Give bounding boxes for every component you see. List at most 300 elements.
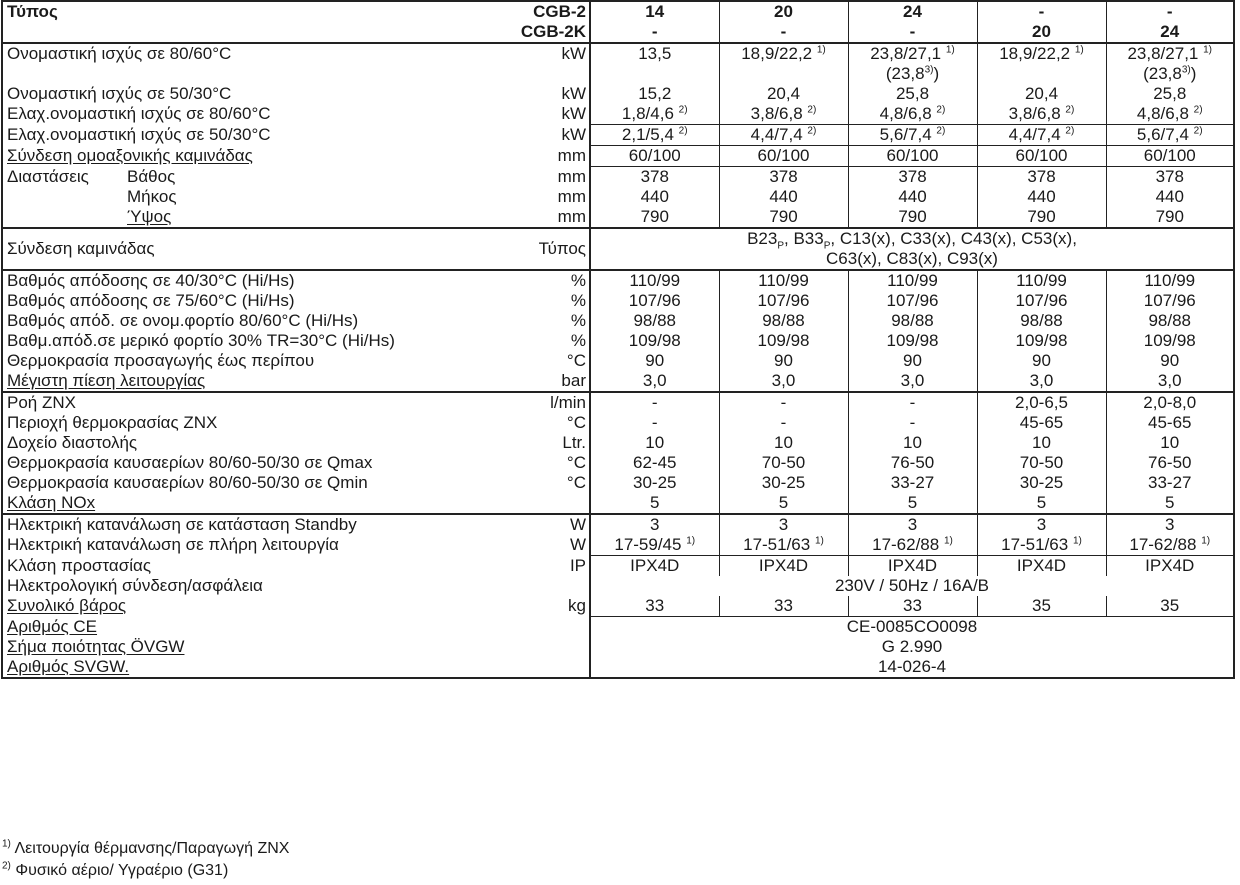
value-text: 378 bbox=[640, 167, 669, 186]
table-row bbox=[2, 617, 1234, 638]
value-text: 35 bbox=[1160, 596, 1180, 615]
value-text: 3,8/6,8 bbox=[750, 104, 803, 123]
value-text: 33-27 bbox=[1148, 473, 1192, 492]
value-text: 440 bbox=[1155, 187, 1184, 206]
value-cell bbox=[719, 371, 848, 392]
row-unit: kW bbox=[502, 104, 590, 125]
row-label bbox=[2, 167, 502, 188]
value-text: 1,8/4,6 bbox=[621, 104, 674, 123]
row-label bbox=[2, 637, 502, 657]
value-text: 109/98 bbox=[1015, 331, 1068, 350]
row-label bbox=[2, 84, 502, 104]
value-cell bbox=[719, 473, 848, 493]
row-unit: l/min bbox=[502, 392, 590, 413]
table-row bbox=[2, 228, 1234, 270]
row-label-text: Ονομαστική ισχύς σε 50/30°C bbox=[7, 84, 232, 103]
value-text: 5 bbox=[650, 493, 660, 512]
table-row bbox=[2, 167, 1234, 188]
chimney-types bbox=[590, 228, 1234, 270]
row-label-text: Βαθμός απόδ. σε ονομ.φορτίο 80/60°C (Hi/Hs) bbox=[7, 311, 359, 330]
value-cell bbox=[590, 413, 719, 433]
value-text: - bbox=[780, 393, 787, 412]
row-label-text: Διαστάσεις bbox=[7, 166, 89, 186]
row-unit: % bbox=[502, 331, 590, 351]
value-text: ) bbox=[933, 64, 940, 83]
chimney-types-line1 bbox=[595, 229, 1229, 252]
value-text: 10 bbox=[1160, 433, 1180, 452]
value-cell bbox=[848, 291, 977, 311]
value-text: 60/100 bbox=[1015, 146, 1068, 165]
header-cell: - bbox=[977, 1, 1106, 22]
row-label-text: Δοχείο διαστολής bbox=[7, 433, 138, 452]
row-label bbox=[2, 270, 502, 291]
value-text: 33-27 bbox=[890, 473, 935, 492]
header-cell: 24 bbox=[848, 1, 977, 22]
table-row bbox=[2, 125, 1234, 146]
row-label bbox=[2, 657, 502, 678]
value-cell bbox=[848, 167, 977, 188]
value-text: 90 bbox=[645, 351, 665, 370]
value-cell bbox=[590, 104, 719, 125]
row-label-text: Ροή ΖΝΧ bbox=[7, 393, 76, 412]
chimney-b33: , B33 bbox=[784, 229, 824, 248]
value-text: 33 bbox=[774, 596, 793, 615]
table-row bbox=[2, 433, 1234, 453]
value-text: 2,0-6,5 bbox=[1015, 393, 1068, 412]
row-label-text: Βαθμός απόδοσης σε 40/30°C (Hi/Hs) bbox=[7, 271, 295, 290]
value-text: 107/96 bbox=[757, 291, 810, 310]
row-label-text: Κλάση NOx bbox=[7, 493, 96, 512]
value-text: 23,8/27,1 bbox=[1127, 44, 1199, 63]
value-text: 25,8 bbox=[895, 84, 930, 103]
value-text: 10 bbox=[903, 433, 922, 452]
footnote-ref: 2) bbox=[1193, 104, 1203, 116]
value-cell bbox=[1106, 270, 1234, 291]
value-cell bbox=[719, 331, 848, 351]
value-cell bbox=[1106, 331, 1234, 351]
value-text: 3,8/6,8 bbox=[1008, 104, 1061, 123]
value-cell bbox=[848, 371, 977, 392]
value-cell bbox=[1106, 493, 1234, 514]
row-unit bbox=[502, 617, 590, 638]
header-cell: 20 bbox=[977, 22, 1106, 43]
row-label bbox=[2, 311, 502, 331]
value-cell bbox=[848, 514, 977, 535]
value-cell bbox=[977, 556, 1106, 577]
row-unit bbox=[502, 637, 590, 657]
value-text: 3,0 bbox=[642, 371, 667, 390]
value-text: - bbox=[651, 413, 658, 432]
value-text: 90 bbox=[774, 351, 793, 370]
value-cell bbox=[977, 207, 1106, 228]
value-text: 33 bbox=[645, 596, 665, 615]
row-label bbox=[2, 331, 502, 351]
value-text: 3 bbox=[1165, 515, 1175, 534]
value-cell bbox=[977, 392, 1106, 413]
value-text: 70-50 bbox=[761, 453, 806, 472]
value-text: 25,8 bbox=[1153, 84, 1187, 103]
row-label-text: Βαθμός απόδοσης σε 75/60°C (Hi/Hs) bbox=[7, 291, 295, 310]
footnote-ref: 1) bbox=[816, 44, 826, 56]
row-label bbox=[2, 453, 502, 473]
table-row bbox=[2, 392, 1234, 413]
value-cell bbox=[590, 207, 719, 228]
value-text: 4,8/6,8 bbox=[879, 104, 932, 123]
row-sublabel: Μήκος bbox=[127, 187, 177, 206]
value-text: 110/99 bbox=[1016, 271, 1067, 290]
value-text: 3,0 bbox=[900, 371, 925, 390]
value-text: 440 bbox=[898, 187, 927, 206]
value-cell bbox=[719, 556, 848, 577]
value-cell bbox=[1106, 371, 1234, 392]
value-text: 110/99 bbox=[758, 271, 809, 290]
value-text: 60/100 bbox=[628, 146, 681, 165]
footnote-ref: 1) bbox=[1074, 44, 1084, 56]
row-label-text: Μέγιστη πίεση λειτουργίας bbox=[7, 371, 206, 390]
value-cell bbox=[1106, 351, 1234, 371]
value-text: 5 bbox=[1165, 493, 1175, 512]
value-cell bbox=[977, 291, 1106, 311]
value-cell bbox=[590, 596, 719, 617]
value-cell bbox=[1106, 433, 1234, 453]
value-text: 13,5 bbox=[638, 44, 672, 63]
value-cell bbox=[848, 413, 977, 433]
value-text: 60/100 bbox=[1143, 146, 1196, 165]
value-text: 76-50 bbox=[890, 453, 935, 472]
value-text: 3 bbox=[650, 515, 660, 534]
value-cell bbox=[1106, 311, 1234, 331]
value-cell bbox=[719, 270, 848, 291]
value-text: 23,8/27,1 bbox=[870, 44, 942, 63]
value-cell bbox=[848, 146, 977, 167]
value-cell bbox=[719, 433, 848, 453]
value-cell bbox=[1106, 104, 1234, 125]
chimney-sub-p: P bbox=[823, 240, 831, 252]
value-cell bbox=[719, 351, 848, 371]
footnote-ref: 2) bbox=[807, 104, 817, 116]
row-unit: mm bbox=[502, 167, 590, 188]
chimney-c-list: , C13(x), C33(x), C43(x), C53(x), bbox=[830, 229, 1077, 248]
value-cell bbox=[719, 392, 848, 413]
value-cell bbox=[977, 371, 1106, 392]
table-row bbox=[2, 535, 1234, 556]
value-text: 90 bbox=[1160, 351, 1180, 370]
footnote-ref: 1) bbox=[686, 535, 696, 547]
table-row bbox=[2, 453, 1234, 473]
row-unit: mm bbox=[502, 146, 590, 167]
value-cell bbox=[590, 473, 719, 493]
value-cell bbox=[590, 535, 719, 556]
row-label bbox=[2, 617, 502, 638]
value-text: 90 bbox=[1032, 351, 1051, 370]
value-cell bbox=[719, 535, 848, 556]
value-text: 45-65 bbox=[1019, 413, 1064, 432]
value-cell bbox=[1106, 43, 1234, 64]
value-text: 98/88 bbox=[762, 311, 805, 330]
value-cell bbox=[590, 311, 719, 331]
header-row-cgb2k bbox=[2, 22, 1234, 43]
footnote-ref: 1) bbox=[814, 535, 824, 547]
value-text: 70-50 bbox=[1019, 453, 1064, 472]
row-label-text: Ελαχ.ονομαστική ισχύς σε 80/60°C bbox=[7, 104, 271, 124]
value-cell bbox=[719, 43, 848, 64]
value-cell bbox=[977, 187, 1106, 207]
value-text: 15,2 bbox=[638, 84, 672, 103]
row-label bbox=[2, 64, 502, 84]
value-text: 62-45 bbox=[633, 453, 677, 472]
value-text: 790 bbox=[898, 207, 927, 226]
row-label bbox=[2, 207, 502, 228]
footnote-ref: 2) bbox=[936, 125, 946, 137]
value-cell bbox=[590, 351, 719, 371]
value-cell bbox=[719, 413, 848, 433]
value-text: 5,6/7,4 bbox=[879, 125, 932, 144]
row-unit bbox=[502, 64, 590, 84]
header-cell: - bbox=[848, 22, 977, 43]
value-cell bbox=[719, 167, 848, 188]
value-text: 378 bbox=[769, 167, 798, 186]
row-unit: °C bbox=[502, 473, 590, 493]
value-text: 3,0 bbox=[1157, 371, 1182, 390]
value-cell bbox=[719, 187, 848, 207]
value-cell bbox=[719, 207, 848, 228]
value-text: IPX4D bbox=[758, 556, 809, 575]
value-text: 378 bbox=[898, 167, 927, 186]
row-label-text: Θερμοκρασία προσαγωγής έως περίπου bbox=[7, 351, 315, 370]
row-unit: % bbox=[502, 311, 590, 331]
footnote-ref: 2) bbox=[1065, 125, 1075, 137]
row-unit: kW bbox=[502, 84, 590, 104]
value-text: 17-62/88 bbox=[1129, 535, 1197, 554]
value-text: - bbox=[780, 413, 787, 432]
value-cell bbox=[590, 514, 719, 535]
value-cell bbox=[719, 291, 848, 311]
row-unit: °C bbox=[502, 413, 590, 433]
value-text: 30-25 bbox=[761, 473, 806, 492]
row-label-text: Ηλεκτρική κατανάλωση σε πλήρη λειτουργία bbox=[7, 535, 339, 555]
value-cell bbox=[977, 351, 1106, 371]
header-type-label: Τύπος bbox=[2, 1, 502, 22]
header-cell: - bbox=[590, 22, 719, 43]
value-text: 790 bbox=[1027, 207, 1056, 226]
header-cell: 24 bbox=[1106, 22, 1234, 43]
footnote-ref: 2) bbox=[678, 125, 688, 137]
row-sublabel: Ύψος bbox=[127, 207, 172, 226]
value-cell bbox=[719, 64, 848, 84]
value-cell bbox=[719, 104, 848, 125]
value-cell bbox=[1106, 291, 1234, 311]
value-text: 440 bbox=[640, 187, 669, 206]
value-cell bbox=[977, 331, 1106, 351]
row-unit: Ltr. bbox=[502, 433, 590, 453]
value-cell bbox=[848, 331, 977, 351]
value-text: (23,8 bbox=[1143, 64, 1182, 83]
row-label-text: Σύνδεση καμινάδας bbox=[7, 239, 155, 258]
header-cell: 20 bbox=[719, 1, 848, 22]
value-cell bbox=[848, 392, 977, 413]
row-label bbox=[2, 433, 502, 453]
value-text: 18,9/22,2 bbox=[741, 44, 813, 63]
value-text: 440 bbox=[769, 187, 798, 206]
row-label bbox=[2, 291, 502, 311]
footnote-ref: 3) bbox=[924, 64, 934, 76]
value-cell bbox=[1106, 187, 1234, 207]
row-label bbox=[2, 351, 502, 371]
value-cell bbox=[1106, 84, 1234, 104]
row-label-text: Βαθμ.απόδ.σε μερικό φορτίο 30% TR=30°C (Hi/Hs) bbox=[7, 331, 395, 350]
table-row bbox=[2, 596, 1234, 617]
value-text: 17-62/88 bbox=[872, 535, 940, 554]
value-cell bbox=[590, 187, 719, 207]
value-text: 378 bbox=[1027, 167, 1056, 186]
value-text: 109/98 bbox=[886, 331, 939, 350]
row-unit: °C bbox=[502, 453, 590, 473]
table-row bbox=[2, 556, 1234, 577]
value-text: 90 bbox=[903, 351, 922, 370]
footnote-ref: 2) bbox=[678, 104, 688, 116]
footnote-ref: 1) bbox=[1072, 535, 1082, 547]
value-text: 5 bbox=[907, 493, 918, 512]
row-unit: Τύπος bbox=[502, 228, 590, 270]
row-label bbox=[2, 413, 502, 433]
value-cell bbox=[848, 125, 977, 146]
table-row bbox=[2, 473, 1234, 493]
value-text: - bbox=[651, 393, 658, 412]
row-label bbox=[2, 493, 502, 514]
value-cell bbox=[977, 413, 1106, 433]
value-text: 17-51/63 bbox=[743, 535, 811, 554]
table-row bbox=[2, 187, 1234, 207]
value-cell bbox=[590, 392, 719, 413]
value-cell bbox=[1106, 392, 1234, 413]
value-cell bbox=[1106, 207, 1234, 228]
value-cell bbox=[1106, 146, 1234, 167]
header-row-cgb2 bbox=[2, 1, 1234, 22]
spanned-value: CE-0085CO0098 bbox=[590, 617, 1234, 638]
value-text: 110/99 bbox=[887, 271, 938, 290]
value-text: 3 bbox=[907, 515, 918, 534]
value-cell bbox=[1106, 453, 1234, 473]
value-cell bbox=[848, 535, 977, 556]
value-cell bbox=[977, 125, 1106, 146]
value-cell bbox=[977, 453, 1106, 473]
row-label-text: Ελαχ.ονομαστική ισχύς σε 50/30°C bbox=[7, 125, 271, 144]
value-cell bbox=[977, 596, 1106, 617]
value-text: 107/96 bbox=[886, 291, 939, 310]
table-row bbox=[2, 493, 1234, 514]
value-text: 20,4 bbox=[1024, 84, 1059, 103]
table-row bbox=[2, 104, 1234, 125]
value-cell bbox=[1106, 125, 1234, 146]
value-text: 10 bbox=[645, 433, 665, 452]
footnote-ref: 2) bbox=[807, 125, 817, 137]
value-text: 18,9/22,2 bbox=[999, 44, 1071, 63]
value-cell bbox=[977, 43, 1106, 64]
footnote-ref: 1) bbox=[1203, 44, 1213, 56]
value-cell bbox=[848, 351, 977, 371]
value-cell bbox=[719, 125, 848, 146]
value-text: 107/96 bbox=[1015, 291, 1068, 310]
row-unit: IP bbox=[502, 556, 590, 577]
value-text: 4,8/6,8 bbox=[1136, 104, 1189, 123]
table-row bbox=[2, 331, 1234, 351]
value-cell bbox=[590, 43, 719, 64]
table-row bbox=[2, 413, 1234, 433]
value-text: 30-25 bbox=[1019, 473, 1064, 492]
value-cell bbox=[977, 433, 1106, 453]
value-text: IPX4D bbox=[887, 556, 938, 575]
row-label bbox=[2, 125, 502, 146]
table-row-continuation bbox=[2, 64, 1234, 84]
value-text: 10 bbox=[774, 433, 793, 452]
row-label bbox=[2, 228, 502, 270]
value-cell bbox=[1106, 167, 1234, 188]
row-label bbox=[2, 556, 502, 577]
table-row bbox=[2, 84, 1234, 104]
table-row bbox=[2, 291, 1234, 311]
value-text: 790 bbox=[769, 207, 798, 226]
value-cell bbox=[977, 493, 1106, 514]
table-row bbox=[2, 311, 1234, 331]
spanned-value: G 2.990 bbox=[590, 637, 1234, 657]
chimney-sub-p: P bbox=[777, 240, 784, 252]
value-text: 17-51/63 bbox=[1001, 535, 1069, 554]
row-label bbox=[2, 473, 502, 493]
spanned-value: 230V / 50Hz / 16A/B bbox=[590, 576, 1234, 596]
value-text: 5,6/7,4 bbox=[1136, 125, 1189, 144]
value-cell bbox=[848, 187, 977, 207]
row-unit: % bbox=[502, 291, 590, 311]
value-cell bbox=[590, 371, 719, 392]
table-row bbox=[2, 146, 1234, 167]
value-cell bbox=[977, 311, 1106, 331]
value-text: 3 bbox=[778, 515, 789, 534]
value-cell bbox=[719, 596, 848, 617]
footnote-2: $^{2)}$ Φυσικό αέριο/ Υγραέριο (G31) bbox=[2, 860, 229, 879]
value-cell bbox=[1106, 473, 1234, 493]
row-label-text: Αριθμός SVGW. bbox=[7, 657, 130, 676]
row-label bbox=[2, 576, 502, 596]
value-text: 35 bbox=[1032, 596, 1051, 615]
value-cell bbox=[977, 84, 1106, 104]
value-text: - bbox=[909, 393, 916, 412]
row-unit: bar bbox=[502, 371, 590, 392]
chimney-b23: B23 bbox=[747, 229, 778, 248]
row-unit: kW bbox=[502, 43, 590, 64]
table-row bbox=[2, 351, 1234, 371]
row-unit: kW bbox=[502, 125, 590, 146]
value-cell bbox=[1106, 514, 1234, 535]
table-row bbox=[2, 270, 1234, 291]
value-cell bbox=[590, 331, 719, 351]
value-text: 98/88 bbox=[1020, 311, 1063, 330]
value-text: 378 bbox=[1155, 167, 1184, 186]
row-label bbox=[2, 392, 502, 413]
value-cell bbox=[848, 207, 977, 228]
row-unit: % bbox=[502, 270, 590, 291]
value-text: 3,0 bbox=[771, 371, 796, 390]
value-text: ) bbox=[1190, 64, 1197, 83]
row-label bbox=[2, 104, 502, 125]
value-cell bbox=[1106, 535, 1234, 556]
value-cell bbox=[848, 453, 977, 473]
value-text: 98/88 bbox=[1148, 311, 1192, 330]
specifications-table bbox=[1, 0, 1235, 679]
value-cell bbox=[977, 167, 1106, 188]
value-cell bbox=[848, 493, 977, 514]
value-cell bbox=[590, 125, 719, 146]
value-text: 5 bbox=[1036, 493, 1047, 512]
